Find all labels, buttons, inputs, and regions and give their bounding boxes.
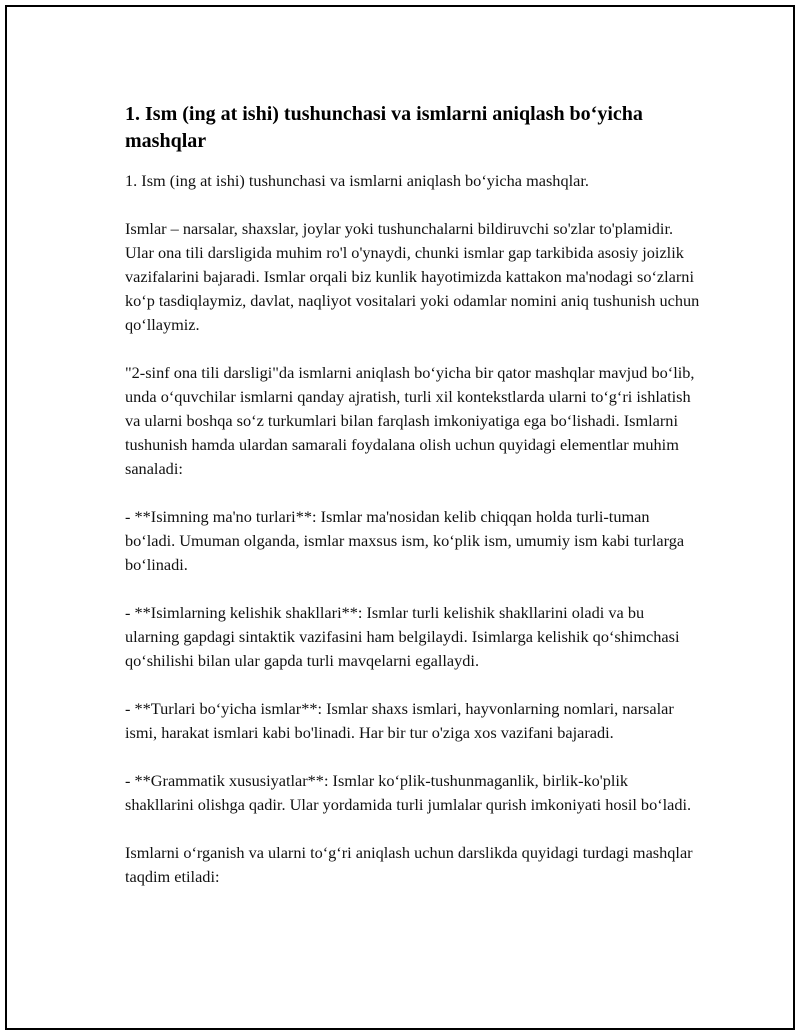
paragraph-exercises: Ismlarni o‘rganish va ularni to‘g‘ri aniqlash uchun darslikda quyidagi turdagi mashqlar taqdim etiladi: bbox=[125, 843, 693, 886]
paragraph-definition: Ismlar – narsalar, shaxslar, joylar yoki tushunchalarni bildiruvchi so'zlar to'plamidir. Ular ona tili darsligida muhim ro'l o'ynaydi, chunki ismlar gap tarkibida asosiy joizlik vazifalarini bajaradi. Ismlar orqali biz kunlik hayotimizda kattakon ma'nodagi so‘zlarni ko‘p tasdiqlaymiz, davlat, naqliyot vositalari yoki odamlar nomini aniq tushunish uchun qo‘llaymiz. bbox=[125, 219, 700, 334]
list-item-case-forms: - **Isimlarning kelishik shakllari**: Ismlar turli kelishik shakllarini oladi va bu ularning gapdagi sintaktik vazifasini ham belgilaydi. Isimlarga kelishik qo‘shimchasi qo‘shilishi bilan ular gapda turli mavqelarni egallaydi. bbox=[125, 603, 680, 670]
list-item-noun-types: - **Turlari bo‘yicha ismlar**: Ismlar shaxs ismlari, hayvonlarning nomlari, narsalar ismi, harakat ismlari kabi bo'linadi. Har bir tur o'ziga xos vazifani bajaradi. bbox=[125, 699, 674, 742]
list-item-meaning-types: - **Isimning ma'no turlari**: Ismlar ma'nosidan kelib chiqqan holda turli-tuman bo‘ladi. Umuman olganda, ismlar maxsus ism, ko‘plik ism, umumiy ism kabi turlarga bo‘linadi. bbox=[125, 507, 685, 574]
document-title: 1. Ism (ing at ishi) tushunchasi va ismlarni aniqlash bo‘yicha mashqlar bbox=[125, 103, 643, 152]
document-body bbox=[125, 101, 700, 913]
page-frame bbox=[5, 5, 795, 1030]
list-item-grammar: - **Grammatik xususiyatlar**: Ismlar ko‘plik-tushunmaganlik, birlik-ko'plik shakllarini olishga qadir. Ular yordamida turli jumlalar qurish imkoniyati hosil bo‘ladi. bbox=[125, 771, 692, 814]
paragraph-textbook: "2-sinf ona tili darsligi"da ismlarni aniqlash bo‘yicha bir qator mashqlar mavjud bo‘lib, unda o‘quvchilar ismlarni qanday ajratish, turli xil kontekstlarda ularni to‘g‘ri ishlatish va ularni boshqa so‘z turkumlari bilan farqlash imkoniyatiga ega bo‘lishadi. Ismlarni tushunish hamda ulardan samarali foydalana olish uchun quyidagi elementlar muhim sanaladi: bbox=[125, 363, 695, 478]
paragraph-intro: 1. Ism (ing at ishi) tushunchasi va ismlarni aniqlash bo‘yicha mashqlar. bbox=[125, 171, 589, 190]
